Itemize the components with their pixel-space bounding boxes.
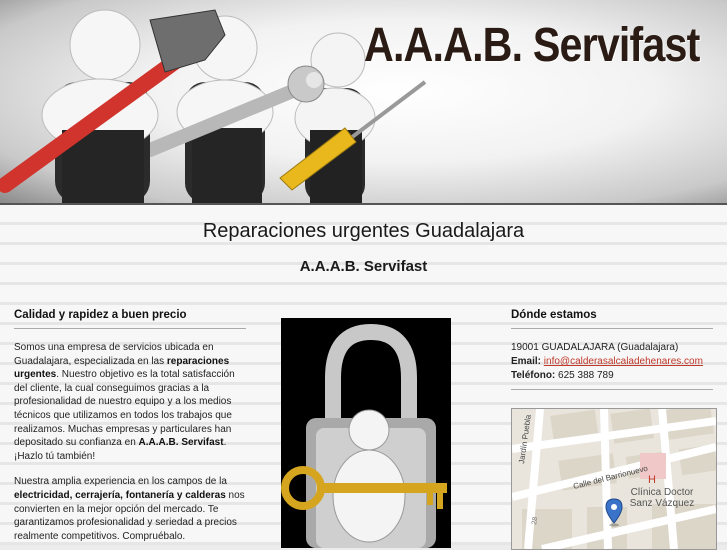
address-line: 19001 GUADALAJARA (Guadalajara) (511, 342, 679, 353)
location-heading: Dónde estamos (511, 309, 713, 329)
about-text: nos convierten en la mejor opción del mercado. Te garantizamos profesionalidad y seriedad a precios realmente competitivos. Compruébalo. (14, 489, 245, 542)
route-label: 28 (531, 516, 540, 526)
phone-line (511, 369, 713, 383)
about-paragraph-2 (14, 475, 246, 543)
page-subtitle: A.A.A.B. Servifast (299, 258, 428, 275)
contact-info (511, 341, 713, 383)
header-banner (0, 0, 727, 205)
location-section (511, 309, 713, 390)
about-highlight: A.A.A.B. Servifast (138, 437, 224, 449)
padlock-key-image (281, 318, 451, 548)
location-map[interactable] (511, 408, 717, 550)
about-heading: Calidad y rapidez a buen precio (14, 309, 246, 329)
street-label: Calle del Barrionuevo (572, 463, 649, 491)
phone-label: Teléfono: (511, 370, 556, 381)
page-title: Reparaciones urgentes Guadalajara (202, 220, 525, 242)
about-highlight: reparaciones urgentes (14, 355, 230, 381)
about-text: Nuestra amplia experiencia en los campos de la (14, 476, 227, 488)
hospital-marker-icon: H (648, 474, 656, 486)
services-highlight: electricidad, cerrajería, fontanería y calderas (14, 489, 226, 501)
brand-title: A.A.A.B. Servifast (364, 19, 700, 72)
about-paragraph-1 (14, 341, 246, 463)
email-line (511, 355, 713, 369)
phone-number: 625 388 789 (558, 370, 614, 381)
email-label: Email: (511, 356, 542, 367)
about-text: Somos una empresa de servicios ubicada en Guadalajara, especializada en las (14, 342, 214, 367)
street-label: Jardín Puebla (517, 414, 533, 465)
poi-label-line2: Sanz Vázquez (629, 498, 695, 509)
divider (511, 389, 713, 390)
about-text: . ¡Hazlo tú también! (14, 437, 227, 462)
poi-label-line1: Clínica Doctor (630, 487, 694, 498)
figure-head-icon (349, 410, 389, 450)
email-link[interactable]: info@calderasalcaladehenares.com (543, 356, 703, 367)
about-section (14, 309, 246, 543)
about-text: . Nuestro objetivo es la total satisfacción del cliente, la cual conseguimos gracias a la profesionalidad de nuestro equipo y a los medios técnicos que utilizamos en todos los trabajos que realizamos. Muchas empresas y particulares han depositado su confianza en (14, 369, 235, 449)
